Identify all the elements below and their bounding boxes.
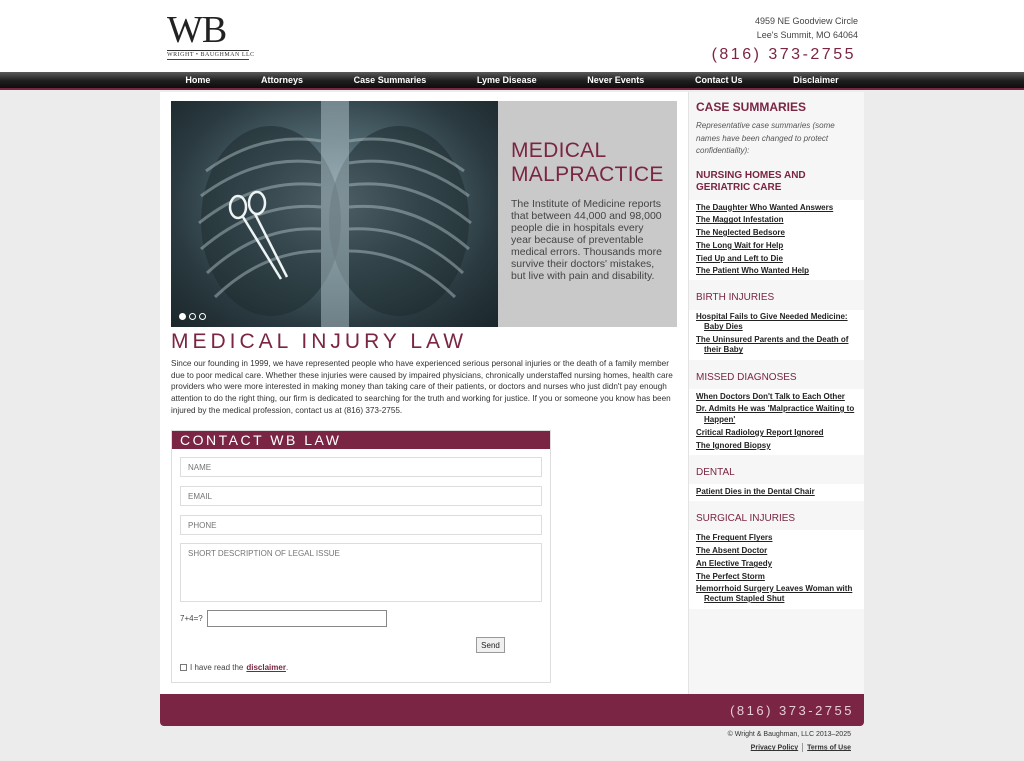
hero-slider bbox=[171, 101, 677, 327]
xray-image bbox=[171, 101, 498, 327]
slider-dot-2[interactable] bbox=[189, 313, 196, 320]
case-link[interactable]: The Ignored Biopsy bbox=[696, 440, 771, 450]
legal-links bbox=[751, 743, 851, 752]
category-birth-injuries: BIRTH INJURIES bbox=[696, 292, 775, 304]
description-textarea[interactable] bbox=[180, 543, 542, 602]
email-input[interactable] bbox=[180, 486, 542, 506]
nav-case-summaries[interactable]: Case Summaries bbox=[353, 75, 427, 85]
slider-dot-1[interactable] bbox=[179, 313, 186, 320]
sidebar-title: CASE SUMMARIES bbox=[696, 100, 807, 114]
terms-of-use-link[interactable]: Terms of Use bbox=[807, 744, 851, 752]
category-links bbox=[689, 484, 864, 501]
header-phone[interactable]: (816) 373-2755 bbox=[711, 46, 856, 63]
case-link[interactable]: The Neglected Bedsore bbox=[696, 228, 785, 238]
case-link[interactable]: Dr. Admits He was 'Malpractice Waiting to Happen' bbox=[696, 404, 855, 424]
footer-phone[interactable]: (816) 373-2755 bbox=[730, 703, 854, 718]
category-links bbox=[689, 530, 864, 608]
case-link[interactable]: The Uninsured Parents and the Death of their Baby bbox=[696, 334, 849, 355]
content-panel bbox=[160, 92, 864, 694]
case-summaries-sidebar bbox=[688, 92, 864, 694]
case-link[interactable]: Patient Dies in the Dental Chair bbox=[696, 487, 815, 497]
intro-paragraph: Since our founding in 1999, we have represented people who have experienced serious personal injuries or the death of a family member due to poor medical care. Whether these injuries were caused by impaired physicians, chronically understaffed nursing homes, health care providers who were more interested in making money than taking care of their patients, or doctors and nurses who just didn't pay enough attention to do the right thing, our firm is dedicated to searching for the truth and working for justice. If you or someone you know has been injured by the medical profession, contact us at (816) 373-2755. bbox=[171, 359, 673, 415]
case-link[interactable]: Hospital Fails to Give Needed Medicine: Baby Dies bbox=[696, 311, 848, 332]
copyright: © Wright & Baughman, LLC 2013–2025 bbox=[727, 731, 851, 738]
address-line-1: 4959 NE Goodview Circle bbox=[754, 16, 858, 26]
category-nursing-homes: NURSING HOMES AND GERIATRIC CARE bbox=[696, 169, 806, 193]
sidebar-description: Representative case summaries (some names have been changed to protect confidentiality): bbox=[696, 121, 835, 155]
nav-contact-us[interactable]: Contact Us bbox=[694, 75, 743, 85]
case-link[interactable]: Critical Radiology Report Ignored bbox=[696, 428, 824, 438]
captcha-input[interactable] bbox=[207, 610, 387, 627]
category-missed-diagnoses: MISSED DIAGNOSES bbox=[696, 371, 797, 383]
logo-subtitle: WRIGHT • BAUGHMAN LLC bbox=[167, 52, 255, 58]
case-link[interactable]: When Doctors Don't Talk to Each Other bbox=[696, 392, 845, 402]
category-surgical-injuries: SURGICAL INJURIES bbox=[696, 512, 796, 524]
captcha-label: 7+4=? bbox=[180, 614, 203, 623]
main-nav bbox=[0, 72, 1024, 90]
category-dental: DENTAL bbox=[696, 466, 735, 478]
case-link[interactable]: The Absent Doctor bbox=[696, 546, 768, 556]
logo-letters: WB bbox=[167, 9, 227, 51]
case-link[interactable]: The Patient Who Wanted Help bbox=[696, 266, 810, 276]
nav-home[interactable]: Home bbox=[185, 75, 211, 85]
hero-caption bbox=[498, 101, 677, 327]
contact-form bbox=[171, 430, 551, 683]
xray-illustration bbox=[171, 101, 498, 327]
logo[interactable] bbox=[167, 9, 255, 60]
case-link[interactable]: An Elective Tragedy bbox=[696, 559, 773, 569]
slider-dots bbox=[179, 313, 206, 320]
divider bbox=[802, 743, 803, 752]
address bbox=[755, 14, 858, 42]
case-link[interactable]: The Daughter Who Wanted Answers bbox=[696, 202, 834, 212]
footer-bar bbox=[160, 694, 864, 726]
privacy-policy-link[interactable]: Privacy Policy bbox=[750, 744, 799, 752]
send-button[interactable]: Send bbox=[476, 637, 505, 653]
nav-disclaimer[interactable]: Disclaimer bbox=[793, 75, 839, 85]
category-links bbox=[689, 389, 864, 454]
case-link[interactable]: The Perfect Storm bbox=[696, 571, 765, 581]
case-link[interactable]: The Long Wait for Help bbox=[696, 240, 784, 250]
contact-heading: CONTACT WB LAW bbox=[172, 431, 550, 449]
nav-lyme-disease[interactable]: Lyme Disease bbox=[476, 75, 537, 85]
case-link[interactable]: The Frequent Flyers bbox=[696, 533, 773, 543]
nav-attorneys[interactable]: Attorneys bbox=[261, 75, 304, 85]
agree-text: I have read the bbox=[190, 663, 244, 672]
category-links bbox=[689, 200, 864, 281]
hero-body: The Institute of Medicine reports that between 44,000 and 98,000 people die in hospitals every year because of preventable medical errors. Thousands more survive their doctors' mistakes, but live with pain and disability. bbox=[511, 198, 662, 282]
category-links bbox=[689, 310, 864, 360]
hero-title: MEDICAL MALPRACTICE bbox=[511, 139, 664, 186]
disclaimer-agreement: I have read the disclaimer. bbox=[180, 663, 288, 672]
page-title: MEDICAL INJURY LAW bbox=[171, 330, 468, 353]
name-input[interactable] bbox=[180, 457, 542, 477]
case-link[interactable]: Tied Up and Left to Die bbox=[696, 253, 783, 263]
disclaimer-link[interactable]: disclaimer bbox=[246, 663, 286, 672]
site-header bbox=[0, 0, 1024, 72]
address-line-2: Lee's Summit, MO 64064 bbox=[756, 30, 858, 40]
phone-input[interactable] bbox=[180, 515, 542, 535]
disclaimer-checkbox[interactable] bbox=[180, 664, 187, 671]
nav-never-events[interactable]: Never Events bbox=[587, 75, 645, 85]
case-link[interactable]: Hemorrhoid Surgery Leaves Woman with Rectum Stapled Shut bbox=[696, 583, 853, 604]
slider-dot-3[interactable] bbox=[199, 313, 206, 320]
case-link[interactable]: The Maggot Infestation bbox=[696, 215, 784, 225]
